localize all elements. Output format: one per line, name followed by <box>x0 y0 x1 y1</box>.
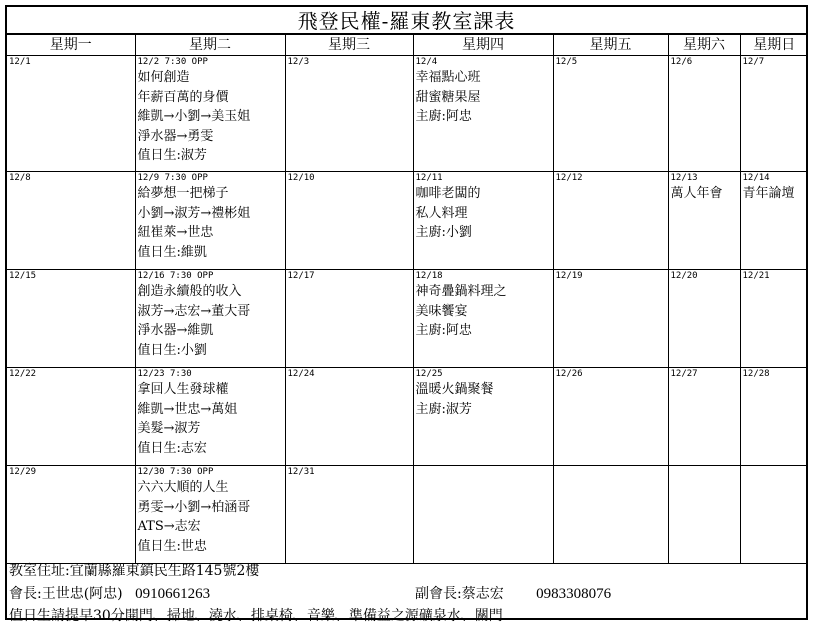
event-line: 萬人年會 <box>670 186 723 201</box>
day-date: 12/13 <box>670 173 698 183</box>
president-phone: 0910661263 <box>135 586 211 602</box>
event-line: 小劉→淑芳→禮彬姐 <box>137 205 251 221</box>
day-date: 12/6 <box>670 57 693 67</box>
day-cell <box>7 172 135 270</box>
day-cell <box>553 56 668 172</box>
day-date: 12/5 <box>555 57 578 67</box>
day-date: 12/17 <box>287 271 315 281</box>
day-cell <box>413 56 553 172</box>
president-label: 會長:王世忠(阿忠) <box>9 586 123 602</box>
day-cell <box>668 368 740 466</box>
day-date: 12/28 <box>742 369 770 379</box>
calendar-table <box>7 35 808 564</box>
day-date: 12/19 <box>555 271 583 281</box>
event-line: 紐崔萊→世忠 <box>137 225 214 240</box>
day-cell <box>135 270 285 368</box>
day-date: 12/27 <box>670 369 698 379</box>
event-line: 主廚:阿忠 <box>415 323 472 338</box>
day-cell <box>740 466 808 564</box>
schedule-sheet <box>5 5 808 624</box>
calendar-body <box>7 56 808 564</box>
day-date: 12/7 <box>742 57 765 67</box>
day-cell <box>7 466 135 564</box>
day-cell <box>7 56 135 172</box>
event-line: 淑芳→志宏→董大哥 <box>137 303 251 319</box>
day-date: 12/31 <box>287 467 315 477</box>
event-line: 幸福點心班 <box>415 70 481 85</box>
event-line: 主廚:阿忠 <box>415 109 472 124</box>
event-line: 主廚:淑芳 <box>415 401 472 417</box>
event-line: 神奇疊鍋料理之 <box>415 284 507 299</box>
event-line: 六六大順的人生 <box>137 480 229 495</box>
day-date: 12/11 <box>415 173 443 183</box>
event-line: 值日生:淑芳 <box>137 148 207 163</box>
event-line: 美味饗宴 <box>415 303 468 319</box>
day-date: 12/23 7:30 <box>137 369 192 379</box>
day-date: 12/29 <box>9 467 37 477</box>
day-cell <box>135 466 285 564</box>
event-line: 淨水器→維凱 <box>137 323 214 338</box>
day-cell <box>553 270 668 368</box>
day-cell <box>285 172 413 270</box>
weekday-header: 星期二 <box>135 35 285 56</box>
day-date: 12/3 <box>287 57 310 67</box>
weekday-header: 星期五 <box>553 35 668 56</box>
event-line: 溫暖火鍋聚餐 <box>415 382 494 397</box>
day-cell <box>7 368 135 466</box>
day-date: 12/21 <box>742 271 770 281</box>
day-date: 12/16 7:30 OPP <box>137 271 214 281</box>
week-row <box>7 172 808 270</box>
event-line: 私人料理 <box>415 205 468 221</box>
day-cell <box>285 56 413 172</box>
weekday-header: 星期一 <box>7 35 135 56</box>
day-cell <box>285 270 413 368</box>
event-line: 淨水器→勇雯 <box>137 128 214 144</box>
day-cell <box>135 368 285 466</box>
vice-president-phone: 0983308076 <box>536 586 612 602</box>
day-date: 12/24 <box>287 369 315 379</box>
day-date: 12/4 <box>415 57 438 67</box>
event-line: 值日生:志宏 <box>137 440 207 456</box>
day-date: 12/22 <box>9 369 37 379</box>
day-date: 12/25 <box>415 369 443 379</box>
event-line: 值日生:小劉 <box>137 342 207 358</box>
day-cell <box>553 172 668 270</box>
day-date: 12/2 7:30 OPP <box>137 57 208 67</box>
day-date: 12/20 <box>670 271 698 281</box>
day-cell <box>413 368 553 466</box>
classroom-address: 教室住址:宜蘭縣羅東鎮民生路145號2樓 <box>9 563 260 579</box>
day-cell <box>7 270 135 368</box>
event-line: 青年論壇 <box>742 186 795 201</box>
day-cell <box>740 172 808 270</box>
schedule-title: 飛登民權-羅東教室課表 <box>7 7 806 35</box>
event-line: 給夢想一把梯子 <box>137 186 229 201</box>
event-line: 甜蜜糖果屋 <box>415 89 481 105</box>
weekday-header: 星期日 <box>740 35 808 56</box>
event-line: 拿回人生發球權 <box>137 382 229 397</box>
event-line: 主廚:小劉 <box>415 225 472 240</box>
day-date: 12/30 7:30 OPP <box>137 467 214 477</box>
day-date: 12/26 <box>555 369 583 379</box>
day-cell <box>553 368 668 466</box>
day-cell <box>553 466 668 564</box>
day-cell <box>285 466 413 564</box>
weekday-header: 星期四 <box>413 35 553 56</box>
day-cell <box>285 368 413 466</box>
event-line: 維凱→小劉→美玉姐 <box>137 109 251 124</box>
day-cell <box>740 270 808 368</box>
day-date: 12/14 <box>742 173 770 183</box>
day-date: 12/1 <box>9 57 31 67</box>
day-cell <box>740 368 808 466</box>
day-date: 12/15 <box>9 271 37 281</box>
week-row <box>7 368 808 466</box>
day-cell <box>668 56 740 172</box>
day-cell <box>668 466 740 564</box>
day-date: 12/18 <box>415 271 443 281</box>
vice-contact <box>415 584 611 604</box>
week-row <box>7 270 808 368</box>
day-cell <box>413 270 553 368</box>
day-cell <box>135 56 285 172</box>
day-cell <box>413 466 553 564</box>
event-line: 如何創造 <box>137 70 190 85</box>
weekday-header: 星期六 <box>668 35 740 56</box>
weekday-header-row <box>7 35 808 56</box>
day-cell <box>740 56 808 172</box>
event-line: 值日生:維凱 <box>137 244 207 260</box>
event-line: 值日生:世忠 <box>137 538 207 554</box>
event-line: 年薪百萬的身價 <box>137 89 229 105</box>
contact-line <box>9 584 210 604</box>
week-row <box>7 56 808 172</box>
weekday-header: 星期三 <box>285 35 413 56</box>
event-line: 美髮→淑芳 <box>137 421 201 436</box>
event-line: 咖啡老闆的 <box>415 186 481 201</box>
day-date: 12/12 <box>555 173 583 183</box>
event-line: 勇雯→小劉→柏涵哥 <box>137 499 251 515</box>
day-cell <box>413 172 553 270</box>
day-cell <box>668 172 740 270</box>
event-line: 創造永續般的收入 <box>137 284 242 299</box>
day-cell <box>668 270 740 368</box>
event-line: 維凱→世忠→萬姐 <box>137 401 238 417</box>
day-date: 12/9 7:30 OPP <box>137 173 208 183</box>
event-line: ATS→志宏 <box>137 519 201 534</box>
duty-note: 值日生請提早30分開門、掃地、澆水、排桌椅、音樂、準備益之源礦泉水、關門 <box>9 608 503 624</box>
vice-president-label: 副會長:蔡志宏 <box>415 586 504 602</box>
week-row <box>7 466 808 564</box>
day-date: 12/10 <box>287 173 315 183</box>
day-date: 12/8 <box>9 173 31 183</box>
day-cell <box>135 172 285 270</box>
